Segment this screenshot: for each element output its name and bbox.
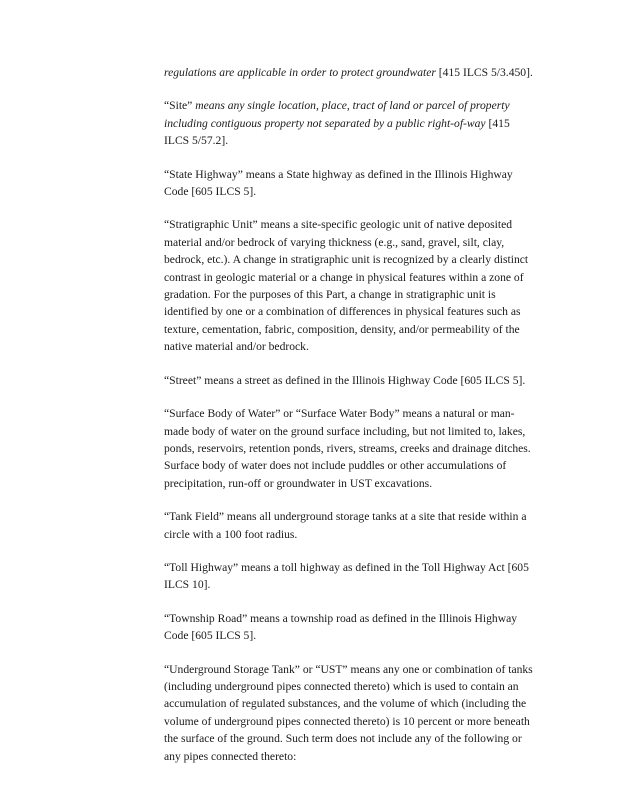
paragraph-underground-storage-tank-definition <box>164 661 536 765</box>
paragraph-toll-highway-definition <box>164 559 536 594</box>
paragraph-stratigraphic-unit-definition <box>164 216 536 355</box>
text-span: “State Highway” means a State highway as defined in the Illinois Highway Code [605 ILCS 5]. <box>164 167 513 199</box>
text-span: “Stratigraphic Unit” means a site-specific geologic unit of native deposited material and/or bedrock of varying thickness (e.g., sand, gravel, silt, clay, bedrock, etc.). A change in stratigraphic unit is recognized by a clearly distinct contrast in geologic material or a change in physical features within a zone of gradation. For the purposes of this Part, a change in stratigraphic unit is identified by one or a combination of differences in physical features such as texture, cementation, fabric, composition, density, and/or permeability of the native material and/or bedrock. <box>164 218 529 354</box>
paragraph-surface-water-definition <box>164 405 536 492</box>
text-span: “Underground Storage Tank” or “UST” means any one or combination of tanks (including underground pipes connected thereto) which is used to contain an accumulation of regulated substances, and the volume of which (including the volume of underground pipes connected thereto) is 10 percent or more beneath the surface of the ground. Such term does not include any of the following or any pipes connected thereto: <box>164 662 533 763</box>
text-span: “Township Road” means a township road as defined in the Illinois Highway Code [605 ILCS 5]. <box>164 611 518 643</box>
text-span: means any single location, place, tract of land or parcel of property including contiguous property not separated by a public right-of-way <box>164 99 510 130</box>
text-span: “Street” means a street as defined in the Illinois Highway Code [605 ILCS 5]. <box>164 373 526 387</box>
text-span: “Toll Highway” means a toll highway as defined in the Toll Highway Act [605 ILCS 10]. <box>164 560 529 592</box>
paragraph-township-road-definition <box>164 610 536 645</box>
text-span: “Tank Field” means all underground storage tanks at a site that reside within a circle with a 100 foot radius. <box>164 510 527 541</box>
text-span: regulations are applicable in order to protect groundwater <box>164 66 436 79</box>
text-span: [415 ILCS 5/57.2]. <box>164 116 510 148</box>
text-span: “Site” <box>164 99 193 113</box>
paragraph-groundwater-regulations <box>164 64 536 81</box>
text-span: “Surface Body of Water” or “Surface Water Body” means a natural or man-made body of water on the ground surface including, but not limited to, lakes, ponds, reservoirs, retention ponds, rivers, streams, creeks and drainage ditches. Surface body of water does not include puddles or other accumulations of precipitation, run-off or groundwater in UST excavations. <box>164 407 531 490</box>
document-page <box>164 64 536 781</box>
paragraph-tank-field-definition <box>164 508 536 543</box>
paragraph-site-definition <box>164 97 536 149</box>
paragraph-street-definition <box>164 372 536 389</box>
paragraph-state-highway-definition <box>164 166 536 201</box>
text-span: [415 ILCS 5/3.450]. <box>435 66 533 79</box>
